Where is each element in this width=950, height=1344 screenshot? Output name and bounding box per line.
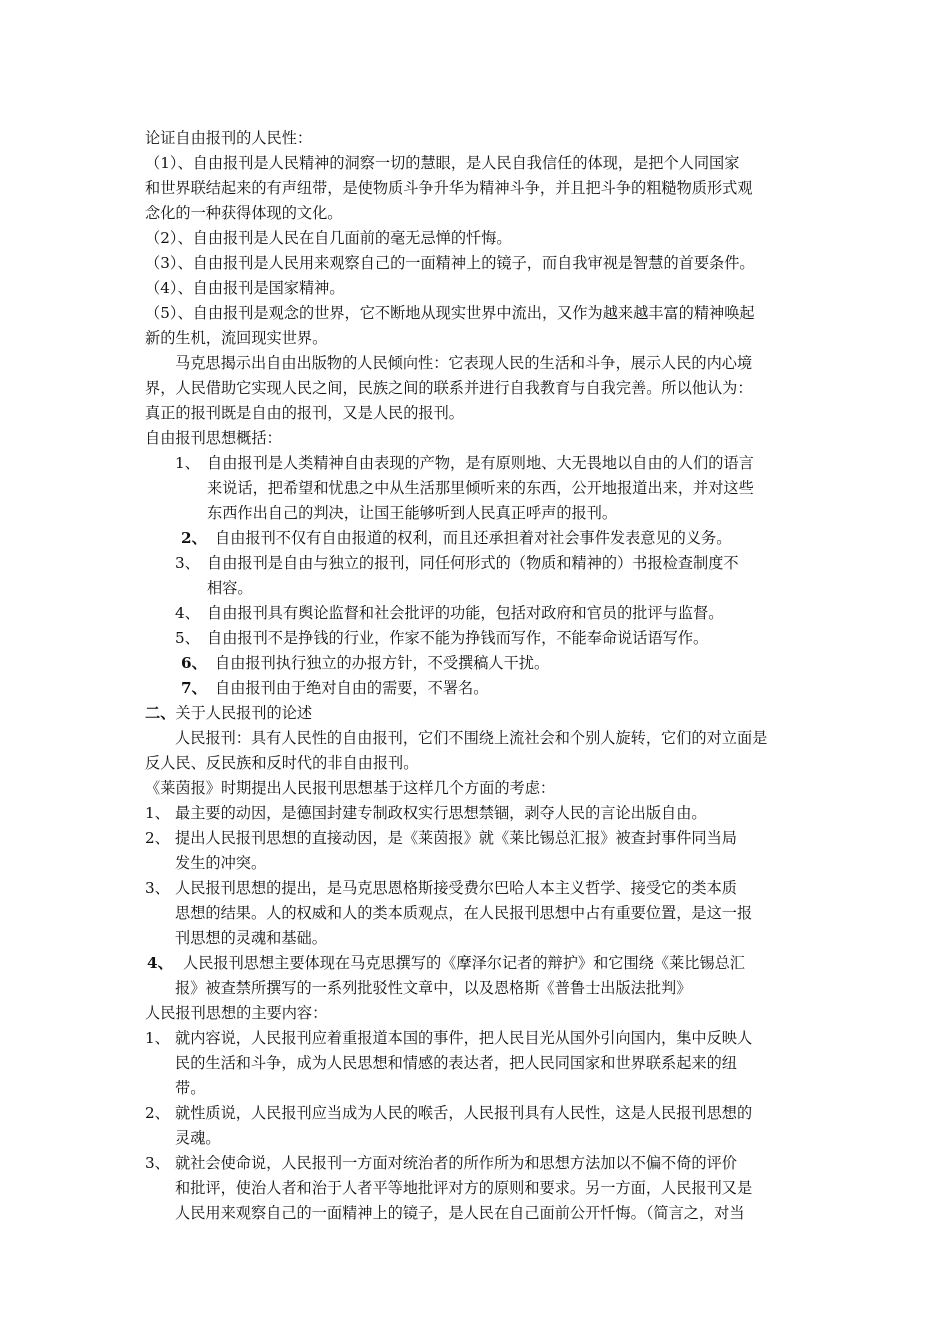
text-line: 刊思想的灵魂和基础。 [175,929,327,947]
text-line: 反人民、反民族和反时代的非自由报刊。 [145,754,419,772]
text-line: 就性质说，人民报刊应当成为人民的喉舌，人民报刊具有人民性，这是人民报刊思想的 [175,1104,753,1122]
text-line: 最主要的动因，是德国封建专制政权实行思想禁锢，剥夺人民的言论出版自由。 [175,804,707,822]
text-line: （1）、自由报刊是人民精神的洞察一切的慧眼，是人民自我信任的体现，是把个人同国家 [145,154,740,172]
section-heading-people-press [145,701,810,726]
list-number: 4、 [175,604,200,622]
text-line: 新的生机，流回现实世界。 [145,329,328,347]
text-line: 就内容说，人民报刊应着重报道本国的事件，把人民目光从国外引向国内，集中反映人 [175,1029,753,1047]
list-number: 1、 [145,1029,170,1047]
people-nature-item-4: （4）、自由报刊是国家精神。 [145,279,345,297]
list-number: 4、 [147,954,173,972]
text-line: 自由报刊不仅有自由报道的权利，而且还承担着对社会事件发表意见的义务。 [215,529,732,547]
content-item-2 [145,1101,810,1151]
text-line: 来说话，把希望和忧患之中从生活那里倾听来的东西，公开地报道出来，并对这些 [207,479,754,497]
content-item-3 [145,1151,810,1226]
people-press-paragraph [145,726,810,776]
marx-paragraph [145,351,810,426]
list-number: 1、 [175,454,200,472]
rhine-item-1 [145,801,810,826]
summary-item-6 [145,651,810,676]
list-number: 5、 [175,629,200,647]
list-number: 2、 [181,529,207,547]
summary-item-1 [145,451,810,526]
text-line: 灵魂。 [175,1129,221,1147]
heading-text: 关于人民报刊的论述 [175,704,313,722]
text-line: 民的生活和斗争，成为人民思想和情感的表达者，把人民同国家和世界联系起来的纽 [175,1054,737,1072]
summary-item-5 [145,626,810,651]
rhine-item-4 [145,951,810,1001]
list-number: 2、 [145,829,170,847]
text-line: 提出人民报刊思想的直接动因，是《莱茵报》就《莱比锡总汇报》被查封事件同当局 [175,829,737,847]
text-line: 马克思揭示出自由出版物的人民倾向性：它表现人民的生活和斗争，展示人民的内心境 [175,354,753,372]
summary-item-2 [145,526,810,551]
text-line: 东西作出自己的判决，让国王能够听到人民真正呼声的报刊。 [207,504,618,522]
people-nature-item-3: （3）、自由报刊是人民用来观察自己的一面精神上的镜子，而自我审视是智慧的首要条件。 [145,254,755,272]
text-line: 念化的一种获得体现的文化。 [145,204,343,222]
text-line: 人民报刊思想的提出，是马克思恩格斯接受费尔巴哈人本主义哲学、接受它的类本质 [175,879,737,897]
list-number: 7、 [181,679,207,697]
people-nature-item-1 [145,151,810,226]
list-number: 3、 [145,1154,170,1172]
list-number: 3、 [175,554,200,572]
text-line: 自由报刊执行独立的办报方针，不受撰稿人干扰。 [215,654,550,672]
summary-item-7 [145,676,810,701]
text-line: 思想的结果。人的权威和人的类本质观点，在人民报刊思想中占有重要位置，是这一报 [175,904,753,922]
list-number: 3、 [145,879,170,897]
text-line: 发生的冲突。 [175,854,267,872]
text-line: 人民报刊：具有人民性的自由报刊，它们不围绕上流社会和个别人旋转，它们的对立面是 [175,729,768,747]
text-line: 带。 [175,1079,206,1097]
text-line: （5）、自由报刊是观念的世界，它不断地从现实世界中流出，又作为越来越丰富的精神唤起 [145,304,755,322]
list-number: 2、 [145,1104,170,1122]
text-line: 自由报刊是自由与独立的报刊，同任何形式的（物质和精神的）书报检查制度不 [207,554,739,572]
rhine-item-3 [145,876,810,951]
summary-item-4 [145,601,810,626]
text-line: 自由报刊是人类精神自由表现的产物，是有原则地、大无畏地以自由的人们的语言 [207,454,754,472]
text-line: 界，人民借助它实现人民之间，民族之间的联系并进行自我教育与自我完善。所以他认为： [145,379,753,397]
rhine-intro: 《莱茵报》时期提出人民报刊思想基于这样几个方面的考虑： [145,779,556,797]
section-title-people-nature: 论证自由报刊的人民性： [145,129,313,147]
rhine-item-2 [145,826,810,876]
section-title-main-content: 人民报刊思想的主要内容： [145,1004,328,1022]
content-item-1 [145,1026,810,1101]
text-line: 人民用来观察自己的一面精神上的镜子，是人民在自己面前公开忏悔。（简言之，对当 [175,1204,745,1222]
people-nature-item-2: （2）、自由报刊是人民在自几面前的毫无忌惮的忏悔。 [145,229,512,247]
people-nature-item-5 [145,301,810,351]
heading-number: 二、 [145,704,176,722]
text-line: 就社会使命说，人民报刊一方面对统治者的所作所为和思想方法加以不偏不倚的评价 [175,1154,737,1172]
text-line: 和批评，使治人者和治于人者平等地批评对方的原则和要求。另一方面，人民报刊又是 [175,1179,753,1197]
text-line: 自由报刊由于绝对自由的需要，不署名。 [215,679,489,697]
document-page [145,126,810,1226]
text-line: 报》被查禁所撰写的一系列批驳性文章中，以及恩格斯《普鲁士出版法批判》 [175,979,692,997]
text-line: 真正的报刊既是自由的报刊，又是人民的报刊。 [145,404,464,422]
list-number: 6、 [181,654,207,672]
text-line: 自由报刊不是挣钱的行业，作家不能为挣钱而写作，不能奉命说话语写作。 [207,629,709,647]
list-number: 1、 [145,804,170,822]
section-title-free-press-summary: 自由报刊思想概括： [145,429,282,447]
text-line: 人民报刊思想主要体现在马克思撰写的《摩泽尔记者的辩护》和它围绕《莱比锡总汇 [183,954,745,972]
text-line: 自由报刊具有舆论监督和社会批评的功能，包括对政府和官员的批评与监督。 [207,604,724,622]
text-line: 相容。 [207,579,253,597]
summary-item-3 [145,551,810,601]
text-line: 和世界联结起来的有声纽带，是使物质斗争升华为精神斗争，并且把斗争的粗糙物质形式观 [145,179,753,197]
